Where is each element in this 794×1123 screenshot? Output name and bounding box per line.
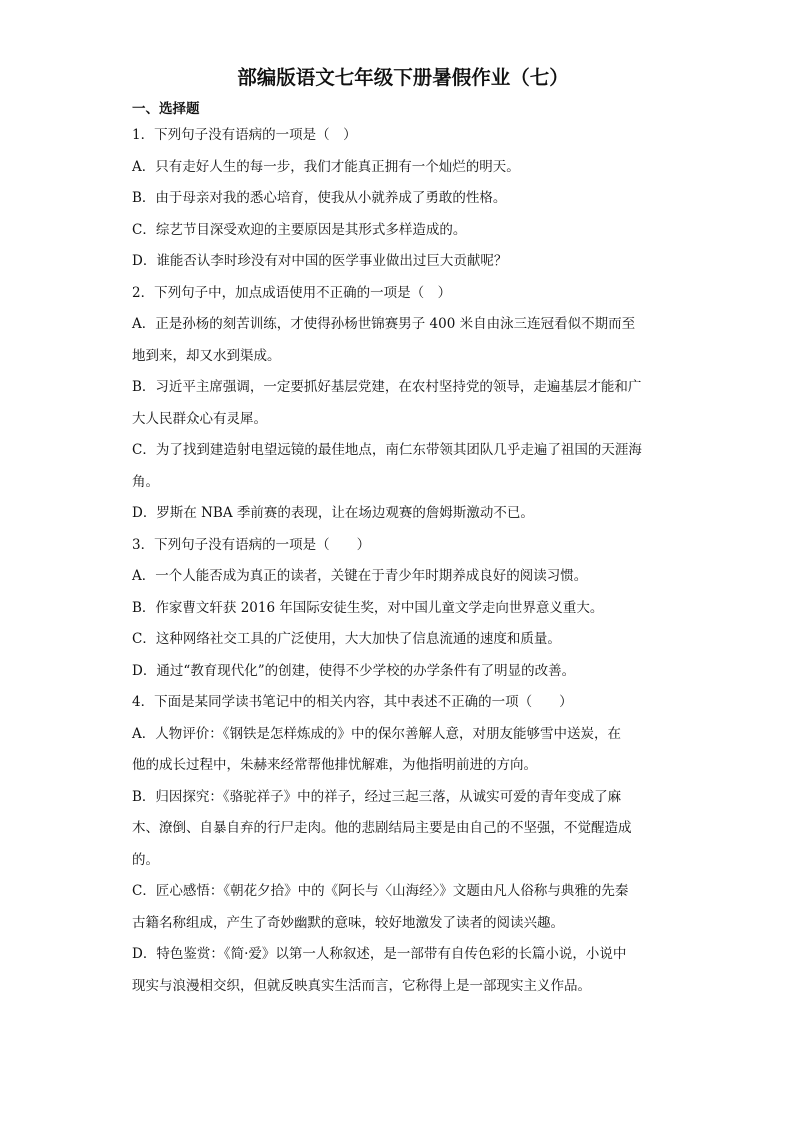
option-text-line: D．通过“教育现代化”的创建，使得不少学校的办学条件有了明显的改善。 — [132, 662, 576, 679]
question-block — [132, 687, 674, 1002]
option-text-line: B．由于母亲对我的悉心培育，使我从小就养成了勇敢的性格。 — [132, 190, 507, 206]
answer-option — [132, 246, 674, 278]
option-text-line: 地到来，却又水到渠成。 — [132, 347, 281, 364]
answer-option — [132, 152, 674, 184]
answer-option — [132, 719, 674, 782]
option-text-line: 大人民群众心有灵犀。 — [132, 410, 267, 427]
answer-option — [132, 561, 674, 593]
answer-option — [132, 215, 674, 247]
option-text-line: A．只有走好人生的每一步，我们才能真正拥有一个灿烂的明天。 — [132, 158, 520, 175]
answer-option — [132, 876, 674, 939]
option-text-line: B．归因探究：《骆驼祥子》中的祥子，经过三起三落，从诚实可爱的青年变成了麻 — [132, 788, 622, 805]
option-text-line: C．这种网络社交工具的广泛使用，大大加快了信息流通的速度和质量。 — [132, 631, 561, 647]
answer-option — [132, 498, 674, 530]
option-text-line: B．习近平主席强调，一定要抓好基层党建，在农村坚持党的领导，走遍基层才能和广 — [132, 379, 642, 395]
question-block — [132, 120, 674, 278]
question-stem: 3．下列句子没有语病的一项是（ ） — [132, 536, 371, 553]
option-text-line: 古籍名称组成，产生了奇妙幽默的意味，较好地激发了读者的阅读兴趣。 — [132, 914, 564, 931]
option-text-line: D．谁能否认李时珍没有对中国的医学事业做出过巨大贡献呢？ — [132, 253, 508, 269]
answer-option — [132, 593, 674, 625]
option-text-line: C．为了找到建造射电望远镜的最佳地点，南仁东带领其团队几乎走遍了祖国的天涯海 — [132, 442, 642, 458]
option-text-line: C．匠心感悟：《朝花夕拾》中的《阿长与〈山海经〉》文题由凡人俗称与典雅的先秦 — [132, 883, 629, 899]
answer-option — [132, 309, 674, 372]
option-text-line: 木、潦倒、自暴自弃的行尸走肉。他的悲剧结局主要是由自己的不坚强，不觉醒造成 — [132, 820, 632, 836]
question-block — [132, 530, 674, 688]
option-text-line: 他的成长过程中，朱赫来经常帮他排忧解难，为他指明前进的方向。 — [132, 757, 537, 773]
option-text-line: 现实与浪漫相交织，但就反映真实生活而言，它称得上是一部现实主义作品。 — [132, 977, 591, 994]
option-text-line: C．综艺节目深受欢迎的主要原因是其形式多样造成的。 — [132, 221, 467, 238]
question-stem: 1．下列句子没有语病的一项是（ ） — [132, 127, 357, 143]
answer-option — [132, 183, 674, 215]
question-block — [132, 278, 674, 530]
option-text-line: D．罗斯在 NBA 季前赛的表现，让在场边观赛的詹姆斯激动不已。 — [132, 505, 534, 521]
answer-option — [132, 939, 674, 1002]
option-text-line: D．特色鉴赏：《简·爱》以第一人称叙述，是一部带有自传色彩的长篇小说，小说中 — [132, 946, 627, 962]
option-text-line: A．一个人能否成为真正的读者，关键在于青少年时期养成良好的阅读习惯。 — [132, 568, 588, 584]
answer-option — [132, 656, 674, 688]
question-stem: 2．下列句子中，加点成语使用不正确的一项是（ ） — [132, 284, 452, 301]
question-list — [132, 120, 674, 1002]
answer-option — [132, 782, 674, 877]
option-text-line: A．人物评价：《钢铁是怎样炼成的》中的保尔善解人意，对朋友能够雪中送炭，在 — [132, 725, 621, 742]
answer-option — [132, 372, 674, 435]
section-heading: 一、选择题 — [132, 101, 200, 117]
option-text-line: 角。 — [132, 473, 159, 490]
option-text-line: B．作家曹文轩获 2016 年国际安徒生奖，对中国儿童文学走向世界意义重大。 — [132, 599, 604, 616]
answer-option — [132, 435, 674, 498]
option-text-line: A．正是孙杨的刻苦训练，才使得孙杨世锦赛男子 400 米自由泳三连冠看似不期而至 — [132, 316, 636, 332]
document-title: 部编版语文七年级下册暑假作业（七） — [237, 66, 569, 89]
option-text-line: 的。 — [132, 851, 159, 868]
question-stem: 4．下面是某同学读书笔记中的相关内容，其中表述不正确的一项（ ） — [132, 694, 573, 710]
answer-option — [132, 624, 674, 656]
